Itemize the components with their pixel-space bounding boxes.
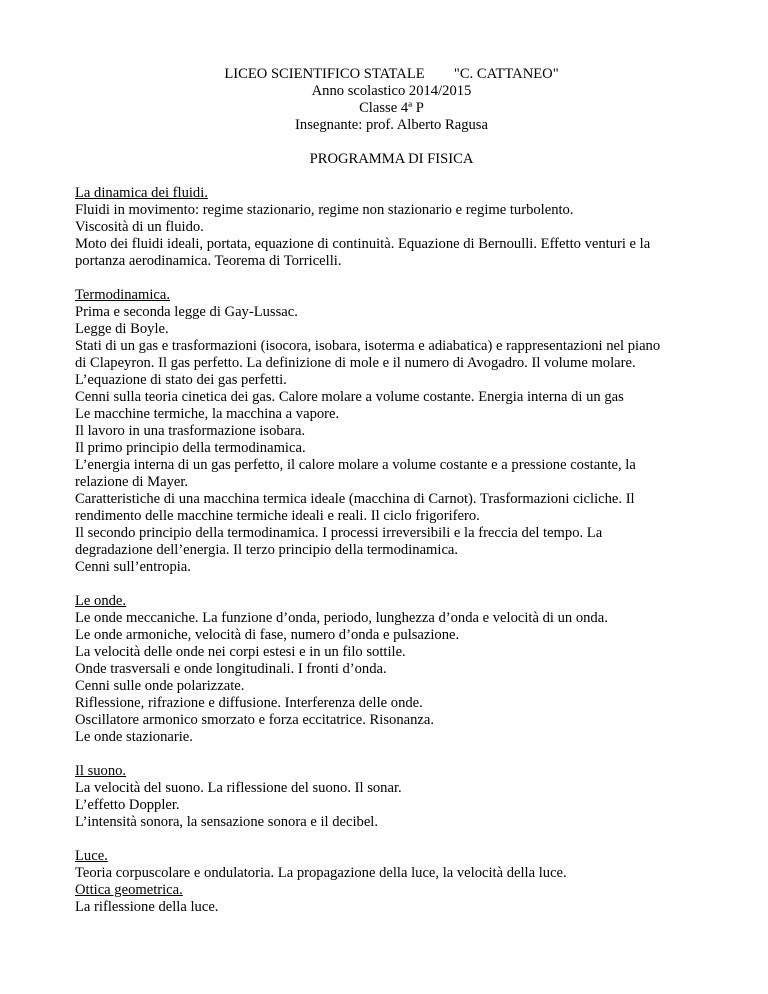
section-line: Le onde armoniche, velocità di fase, numero d’onda e pulsazione. [75, 627, 460, 643]
sections-container [75, 185, 708, 831]
section-line: La riflessione della luce. [75, 899, 219, 915]
section-line: rendimento delle macchine termiche ideali e reali. Il ciclo frigorifero. [75, 508, 480, 524]
section-line: Viscosità di un fluido. [75, 219, 204, 235]
teacher-name: Insegnante: prof. Alberto Ragusa [295, 117, 488, 133]
section-subheading: Ottica geometrica. [75, 882, 183, 898]
section-line: Caratteristiche di una macchina termica ideale (macchina di Carnot). Trasformazioni cicliche. Il [75, 491, 635, 507]
section-line: Le macchine termiche, la macchina a vapore. [75, 406, 340, 422]
section-line: Stati di un gas e trasformazioni (isocora, isobara, isoterma e adiabatica) e rappresentazioni nel piano [75, 338, 661, 354]
section-heading: Termodinamica. [75, 287, 171, 303]
school-year: Anno scolastico 2014/2015 [311, 83, 472, 99]
section-line: Le onde stazionarie. [75, 729, 193, 745]
class-name: Classe 4ª P [359, 100, 424, 116]
program-section [75, 185, 708, 270]
section-line: Onde trasversali e onde longitudinali. I fronti d’onda. [75, 661, 387, 677]
section-line: Cenni sulle onde polarizzate. [75, 678, 245, 694]
school-name: LICEO SCIENTIFICO STATALE [224, 66, 425, 82]
section-line: Il lavoro in una trasformazione isobara. [75, 423, 306, 439]
section-line: Oscillatore armonico smorzato e forza eccitatrice. Risonanza. [75, 712, 435, 728]
section-line: L’equazione di stato dei gas perfetti. [75, 372, 287, 388]
section-line: portanza aerodinamica. Teorema di Torricelli. [75, 253, 342, 269]
section-line: Il primo principio della termodinamica. [75, 440, 306, 456]
section-line: Teoria corpuscolare e ondulatoria. La propagazione della luce, la velocità della luce. [75, 865, 567, 881]
section-line: di Clapeyron. Il gas perfetto. La definizione di mole e il numero di Avogadro. Il volume molare. [75, 355, 636, 371]
section-heading: Le onde. [75, 593, 127, 609]
section-line: Legge di Boyle. [75, 321, 169, 337]
section-line: Fluidi in movimento: regime stazionario, regime non stazionario e regime turbolento. [75, 202, 574, 218]
document-title: PROGRAMMA DI FISICA [309, 151, 474, 167]
document-header [75, 66, 708, 134]
section-heading: Luce. [75, 848, 108, 864]
program-section [75, 763, 708, 831]
section-luce [75, 848, 708, 916]
school-short-name: "C. CATTANEO" [453, 66, 559, 82]
section-heading: La dinamica dei fluidi. [75, 185, 208, 201]
section-line: L’intensità sonora, la sensazione sonora e il decibel. [75, 814, 378, 830]
program-section [75, 287, 708, 576]
section-line: Moto dei fluidi ideali, portata, equazione di continuità. Equazione di Bernoulli. Effetto venturi e la [75, 236, 651, 252]
section-line: L’energia interna di un gas perfetto, il calore molare a volume costante e a pressione costante, la [75, 457, 636, 473]
section-line: La velocità del suono. La riflessione del suono. Il sonar. [75, 780, 402, 796]
section-line: degradazione dell’energia. Il terzo principio della termodinamica. [75, 542, 459, 558]
section-line: relazione di Mayer. [75, 474, 189, 490]
section-line: Il secondo principio della termodinamica. I processi irreversibili e la freccia del tempo. La [75, 525, 603, 541]
section-line: Cenni sull’entropia. [75, 559, 191, 575]
section-line: Riflessione, rifrazione e diffusione. Interferenza delle onde. [75, 695, 423, 711]
section-line: La velocità delle onde nei corpi estesi e in un filo sottile. [75, 644, 406, 660]
section-heading: Il suono. [75, 763, 127, 779]
section-line: Cenni sulla teoria cinetica dei gas. Calore molare a volume costante. Energia interna di un gas [75, 389, 624, 405]
program-section [75, 593, 708, 746]
section-line: Prima e seconda legge di Gay-Lussac. [75, 304, 298, 320]
section-line: L’effetto Doppler. [75, 797, 180, 813]
school-line [75, 66, 708, 83]
section-line: Le onde meccaniche. La funzione d’onda, periodo, lunghezza d’onda e velocità di un onda. [75, 610, 608, 626]
